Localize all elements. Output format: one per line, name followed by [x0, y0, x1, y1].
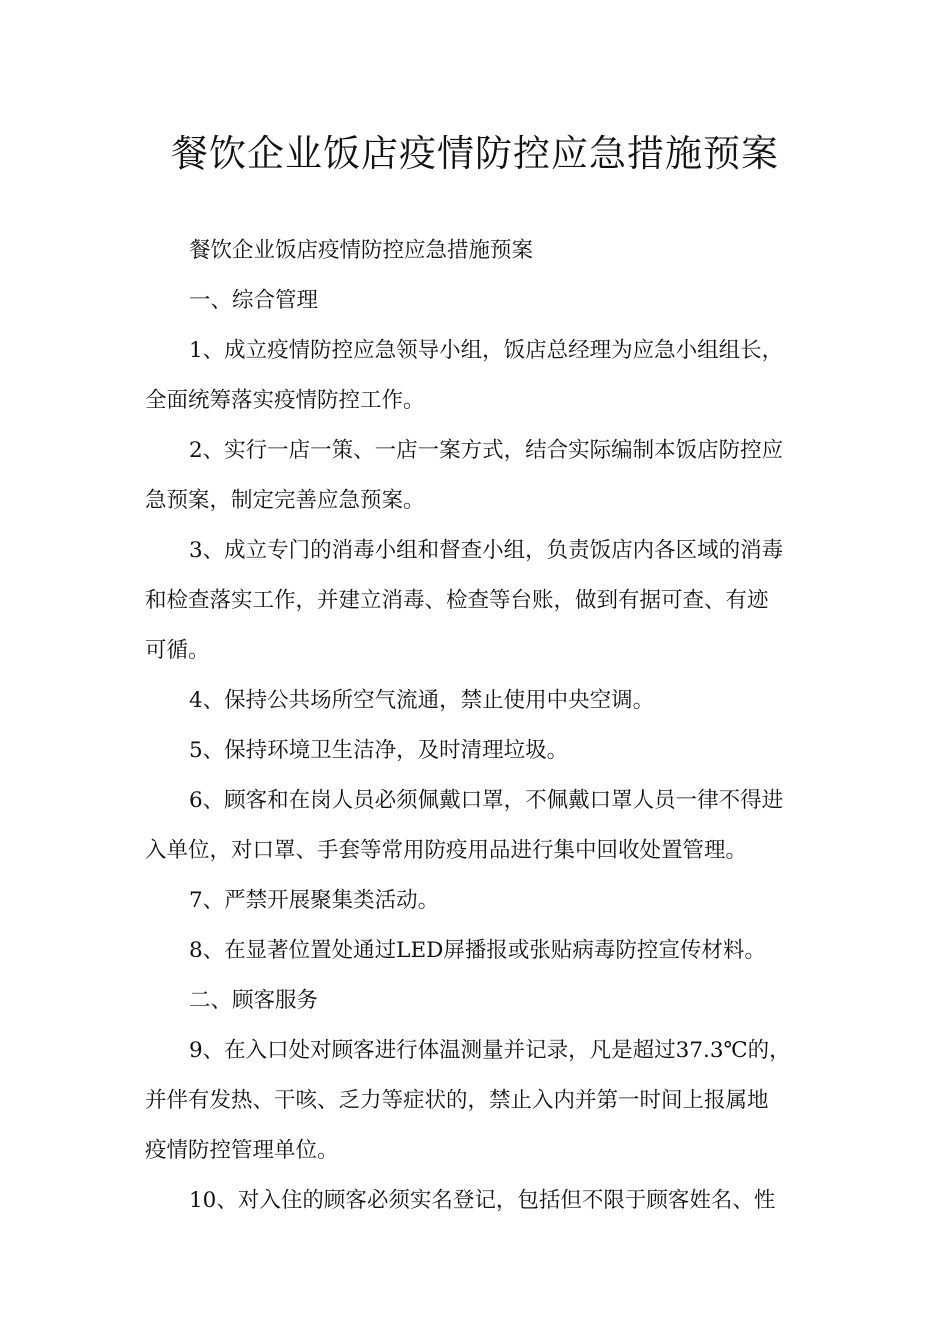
paragraph-line: 3、成立专门的消毒小组和督查小组，负责饭店内各区域的消毒 [189, 538, 784, 563]
paragraph-line: 2、实行一店一策、一店一案方式，结合实际编制本饭店防控应 [189, 438, 784, 463]
paragraph-line: 9、在入口处对顾客进行体温测量并记录，凡是超过37.3℃的， [189, 1038, 791, 1063]
paragraph-line: 和检查落实工作，并建立消毒、检查等台账，做到有据可查、有迹 [145, 588, 769, 613]
subtitle-line: 餐饮企业饭店疫情防控应急措施预案 [189, 238, 534, 263]
section-heading-1: 一、综合管理 [189, 288, 319, 313]
paragraph-line: 疫情防控管理单位。 [145, 1138, 339, 1163]
paragraph-line: 8、在显著位置处通过LED屏播报或张贴病毒防控宣传材料。 [189, 938, 766, 963]
paragraph-line: 全面统筹落实疫情防控工作。 [145, 388, 425, 413]
paragraph-line: 10、对入住的顾客必须实名登记，包括但不限于顾客姓名、性 [189, 1188, 776, 1213]
paragraph-line: 可循。 [145, 638, 210, 663]
paragraph-line: 4、保持公共场所空气流通，禁止使用中央空调。 [189, 688, 655, 713]
paragraph-line: 6、顾客和在岗人员必须佩戴口罩，不佩戴口罩人员一律不得进 [189, 788, 784, 813]
paragraph-line: 5、保持环境卫生洁净，及时清理垃圾。 [189, 738, 569, 763]
document-title: 餐饮企业饭店疫情防控应急措施预案 [171, 132, 779, 175]
paragraph-line: 入单位，对口罩、手套等常用防疫用品进行集中回收处置管理。 [145, 838, 748, 863]
section-heading-2: 二、顾客服务 [189, 988, 319, 1013]
paragraph-line: 并伴有发热、干咳、乏力等症状的，禁止入内并第一时间上报属地 [145, 1088, 769, 1113]
paragraph-line: 急预案，制定完善应急预案。 [145, 488, 425, 513]
paragraph-line: 7、严禁开展聚集类活动。 [189, 888, 440, 913]
paragraph-line: 1、成立疫情防控应急领导小组，饭店总经理为应急小组组长， [189, 338, 784, 363]
